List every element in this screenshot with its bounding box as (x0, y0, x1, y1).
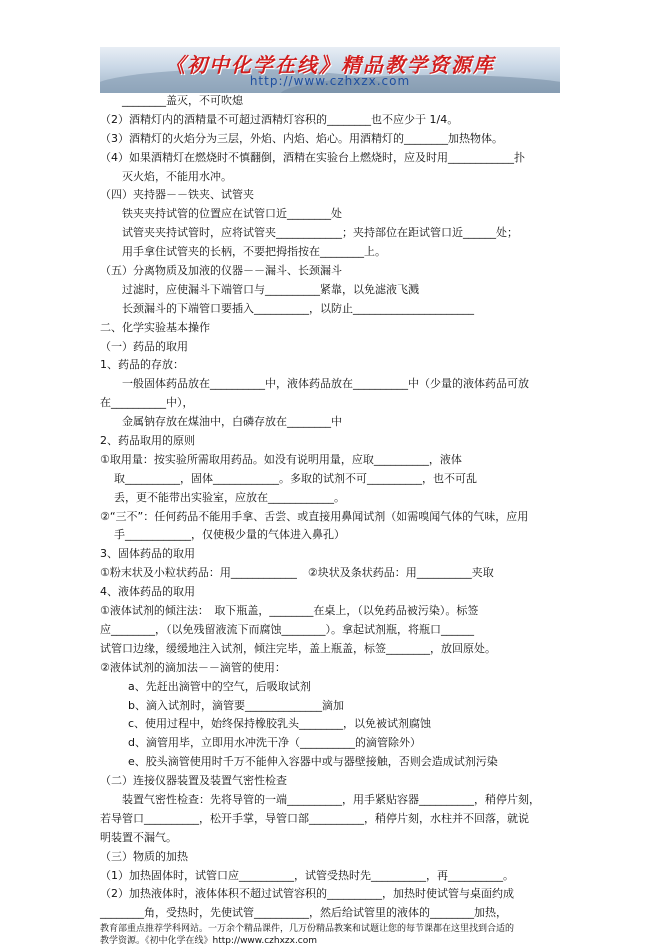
text-line: 在__________中）， (100, 396, 194, 410)
section-heading: （五）分离物质及加液的仪器－－漏斗、长颈漏斗 (100, 264, 342, 278)
text-line: ②“三不”：任何药品不能用手拿、舌尝、或直接用鼻闻试剂（如需嗅闻气体的气味，应用 (100, 509, 529, 523)
list-item: e、胶头滴管使用时千万不能伸入容器中或与器壁接触，否则会造成试剂污染 (128, 755, 498, 769)
text-line: ________盖灭，不可吹熄 (122, 94, 243, 107)
text-line: 应________，（以免残留液流下而腐蚀________）。拿起试剂瓶，将瓶口______ (100, 622, 474, 636)
banner-title: 《初中化学在线》精品教学资源库 (165, 53, 495, 77)
text-line: 试管夹夹持试管时，应将试管夹____________；夹持部位在距试管口近______处； (122, 226, 518, 240)
text-line: （4）如果酒精灯在燃烧时不慎翻倒，酒精在实验台上燃烧时，应及时用____________扑 (100, 150, 525, 164)
section-heading: （三）物质的加热 (100, 849, 188, 863)
subsection-heading: 2、药品取用的原则 (100, 434, 195, 448)
text-line: （3）酒精灯的火焰分为三层，外焰、内焰、焰心。用酒精灯的________加热物体。 (100, 131, 503, 145)
section-heading: （二）连接仪器装置及装置气密性检查 (100, 774, 287, 788)
footer-line: 教学资源。《初中化学在线》http://www.czhxzx.com (100, 936, 318, 947)
section-heading: （一）药品的取用 (100, 339, 188, 353)
subsection-heading: 1、药品的存放： (100, 358, 184, 372)
text-line: 明装置不漏气。 (100, 830, 177, 844)
text-line: （2）加热液体时，液体体积不超过试管容积的__________，加热时使试管与桌面约成 (100, 887, 514, 901)
list-item: c、使用过程中，始终保持橡胶乳头________，以免被试剂腐蚀 (128, 717, 432, 731)
banner-url[interactable]: http://www.czhxzx.com (249, 74, 411, 88)
document-body (100, 92, 570, 947)
text-line: 一般固体药品放在__________中，液体药品放在__________中（少量的液体药品可放 (122, 377, 529, 391)
list-item: a、先赶出滴管中的空气，后吸取试剂 (128, 679, 311, 693)
text-line: ②液体试剂的滴加法－－滴管的使用： (100, 660, 286, 674)
text-line: 装置气密性检查：先将导管的一端__________，用手紧贴容器__________，稍停片刻， (122, 792, 540, 806)
text-line: ①液体试剂的倾注法： 取下瓶盖，________在桌上，（以免药品被污染）。标签 (100, 604, 479, 618)
text-line: 若导管口__________，松开手掌，导管口部__________，稍停片刻，水柱并不回落，就说 (100, 811, 529, 825)
text-line: 取__________，固体____________。多取的试剂不可__________，也不可乱 (114, 471, 477, 485)
footer-line: 教育部重点推荐学科网站。一万余个精品课件，几万份精品教案和试题让您的每节课都在这里找到合适的 (100, 924, 515, 935)
list-item: d、滴管用毕，立即用水冲洗干净（__________的滴管除外） (128, 736, 421, 750)
text-line: 铁夹夹持试管的位置应在试管口近________处 (122, 207, 342, 221)
text-line: （1）加热固体时，试管口应__________，试管受热时先__________，再__________。 (100, 868, 514, 882)
text-line: 试管口边缘，缓缓地注入试剂，倾注完毕，盖上瓶盖，标签________，放回原处。 (100, 641, 496, 655)
text-line: 丢，更不能带出实验室，应放在____________。 (114, 490, 345, 504)
text-line: ________角，受热时，先使试管__________，然后给试管里的液体的________加热， (100, 906, 507, 920)
text-line: 灭火焰，不能用水冲。 (122, 169, 232, 183)
site-banner (100, 47, 560, 93)
text-line: （2）酒精灯内的酒精量不可超过酒精灯容积的________也不应少于 1/4。 (100, 112, 459, 126)
list-item: b、滴入试剂时，滴管要______________滴加 (128, 698, 344, 712)
section-heading: （四）夹持器－－铁夹、试管夹 (100, 188, 254, 202)
text-line: 金属钠存放在煤油中，白磷存放在________中 (122, 415, 342, 429)
text-line: 用手拿住试管夹的长柄，不要把拇指按在________上。 (122, 245, 386, 259)
subsection-heading: 4、液体药品的取用 (100, 585, 195, 599)
subsection-heading: 3、固体药品的取用 (100, 547, 195, 561)
text-line: 长颈漏斗的下端管口要插入__________，以防止______________________ (122, 301, 474, 315)
text-line: 手____________，仅使极少量的气体进入鼻孔） (114, 528, 345, 542)
text-line: ①取用量：按实验所需取用药品。如没有说明用量，应取__________，液体 (100, 452, 462, 466)
text-line: ①粉末状及小粒状药品：用____________ ②块状及条状药品：用__________夹取 (100, 566, 494, 580)
section-heading: 二、化学实验基本操作 (100, 320, 210, 334)
text-line: 过滤时，应使漏斗下端管口与__________紧靠，以免滤液飞溅 (122, 282, 419, 296)
